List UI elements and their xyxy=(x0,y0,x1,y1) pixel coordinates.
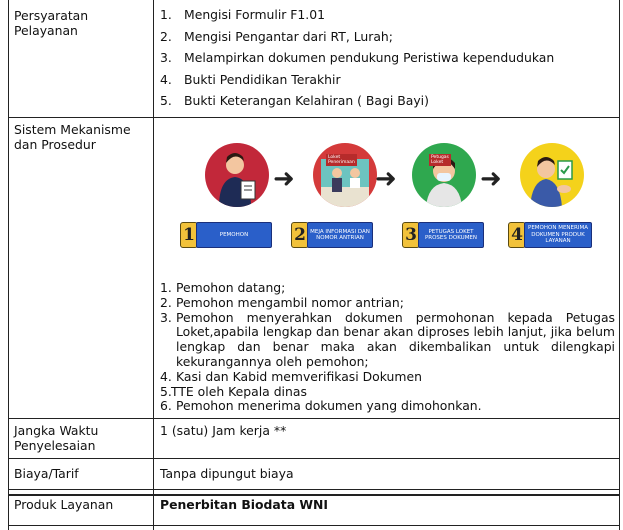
list-item: 4. Bukti Pendidikan Terakhir xyxy=(160,71,341,87)
list-item: 5. TTE oleh Kepala dinas xyxy=(160,383,307,399)
requirements-list xyxy=(160,4,554,112)
table-column-divider xyxy=(153,0,154,530)
list-item: 1. Mengisi Formulir F1.01 xyxy=(160,7,326,22)
flow-arrow-icon: ➜ xyxy=(480,164,502,194)
row-divider xyxy=(8,418,620,419)
step-caption: MEJA INFORMASI DAN NOMOR ANTRIAN xyxy=(307,222,373,248)
step-caption: PEMOHON xyxy=(196,222,272,248)
jangka-waktu-label: Jangka Waktu Penyelesaian xyxy=(14,423,99,453)
flow-arrow-icon: ➜ xyxy=(375,164,397,194)
biaya-label: Biaya/Tarif xyxy=(14,466,79,481)
step-caption: PETUGAS LOKET PROSES DOKUMEN xyxy=(418,222,484,248)
applicant-illustration xyxy=(205,143,269,207)
list-item: 6. Pemohon menerima dokumen yang dimohonkan. xyxy=(160,398,482,414)
row-divider xyxy=(8,489,620,490)
step-number-tag: 2 xyxy=(291,222,309,248)
row-divider xyxy=(8,117,620,118)
step-caption: PEMOHON MENERIMA DOKUMEN PRODUK LAYANAN xyxy=(524,222,592,248)
registration-desk-illustration xyxy=(313,143,377,207)
loket-officer-illustration xyxy=(412,143,476,207)
persyaratan-label: Persyaratan Pelayanan xyxy=(14,8,89,38)
counter-sign: Loket Penerimaan xyxy=(328,155,355,165)
jangka-waktu-value: 1 (satu) Jam kerja ** xyxy=(160,423,287,438)
procedure-steps-list xyxy=(160,281,615,414)
list-item: 4. Kasi dan Kabid memverifikasi Dokumen xyxy=(160,368,422,384)
table-left-border xyxy=(8,0,9,530)
produk-label: Produk Layanan xyxy=(14,497,114,512)
document-received-illustration xyxy=(520,143,584,207)
produk-value: Penerbitan Biodata WNI xyxy=(160,497,329,512)
flow-arrow-icon: ➜ xyxy=(273,164,295,194)
list-item: 3. Melampirkan dokumen pendukung Peristiwa kependudukan xyxy=(160,50,555,65)
list-item: 2. Mengisi Pengantar dari RT, Lurah; xyxy=(160,28,393,44)
step-number-tag: 3 xyxy=(402,222,420,248)
row-divider xyxy=(8,458,620,459)
row-divider xyxy=(8,525,620,526)
list-item: 1. Pemohon datang; xyxy=(160,280,286,295)
table-right-border xyxy=(619,0,620,530)
row-divider-bold xyxy=(8,494,620,496)
list-item: 2. Pemohon mengambil nomor antrian; xyxy=(160,294,404,310)
list-item: 3. Pemohon menyerahkan dokumen permohonan kepada Petugas Loket,apabila lengkap dan benar akan diproses lebih lanjut, jika belum lengkap dan benar maka akan dikembalikan untuk dilengkapi kekurangannya oleh pemohon; xyxy=(160,309,615,369)
counter-sign: Petugas Loket xyxy=(431,155,449,165)
biaya-value: Tanpa dipungut biaya xyxy=(160,466,294,481)
step-number-tag: 4 xyxy=(508,222,526,248)
list-item: 5. Bukti Keterangan Kelahiran ( Bagi Bayi) xyxy=(160,93,429,108)
step-number-tag: 1 xyxy=(180,222,198,248)
sistem-label: Sistem Mekanisme dan Prosedur xyxy=(14,122,131,152)
